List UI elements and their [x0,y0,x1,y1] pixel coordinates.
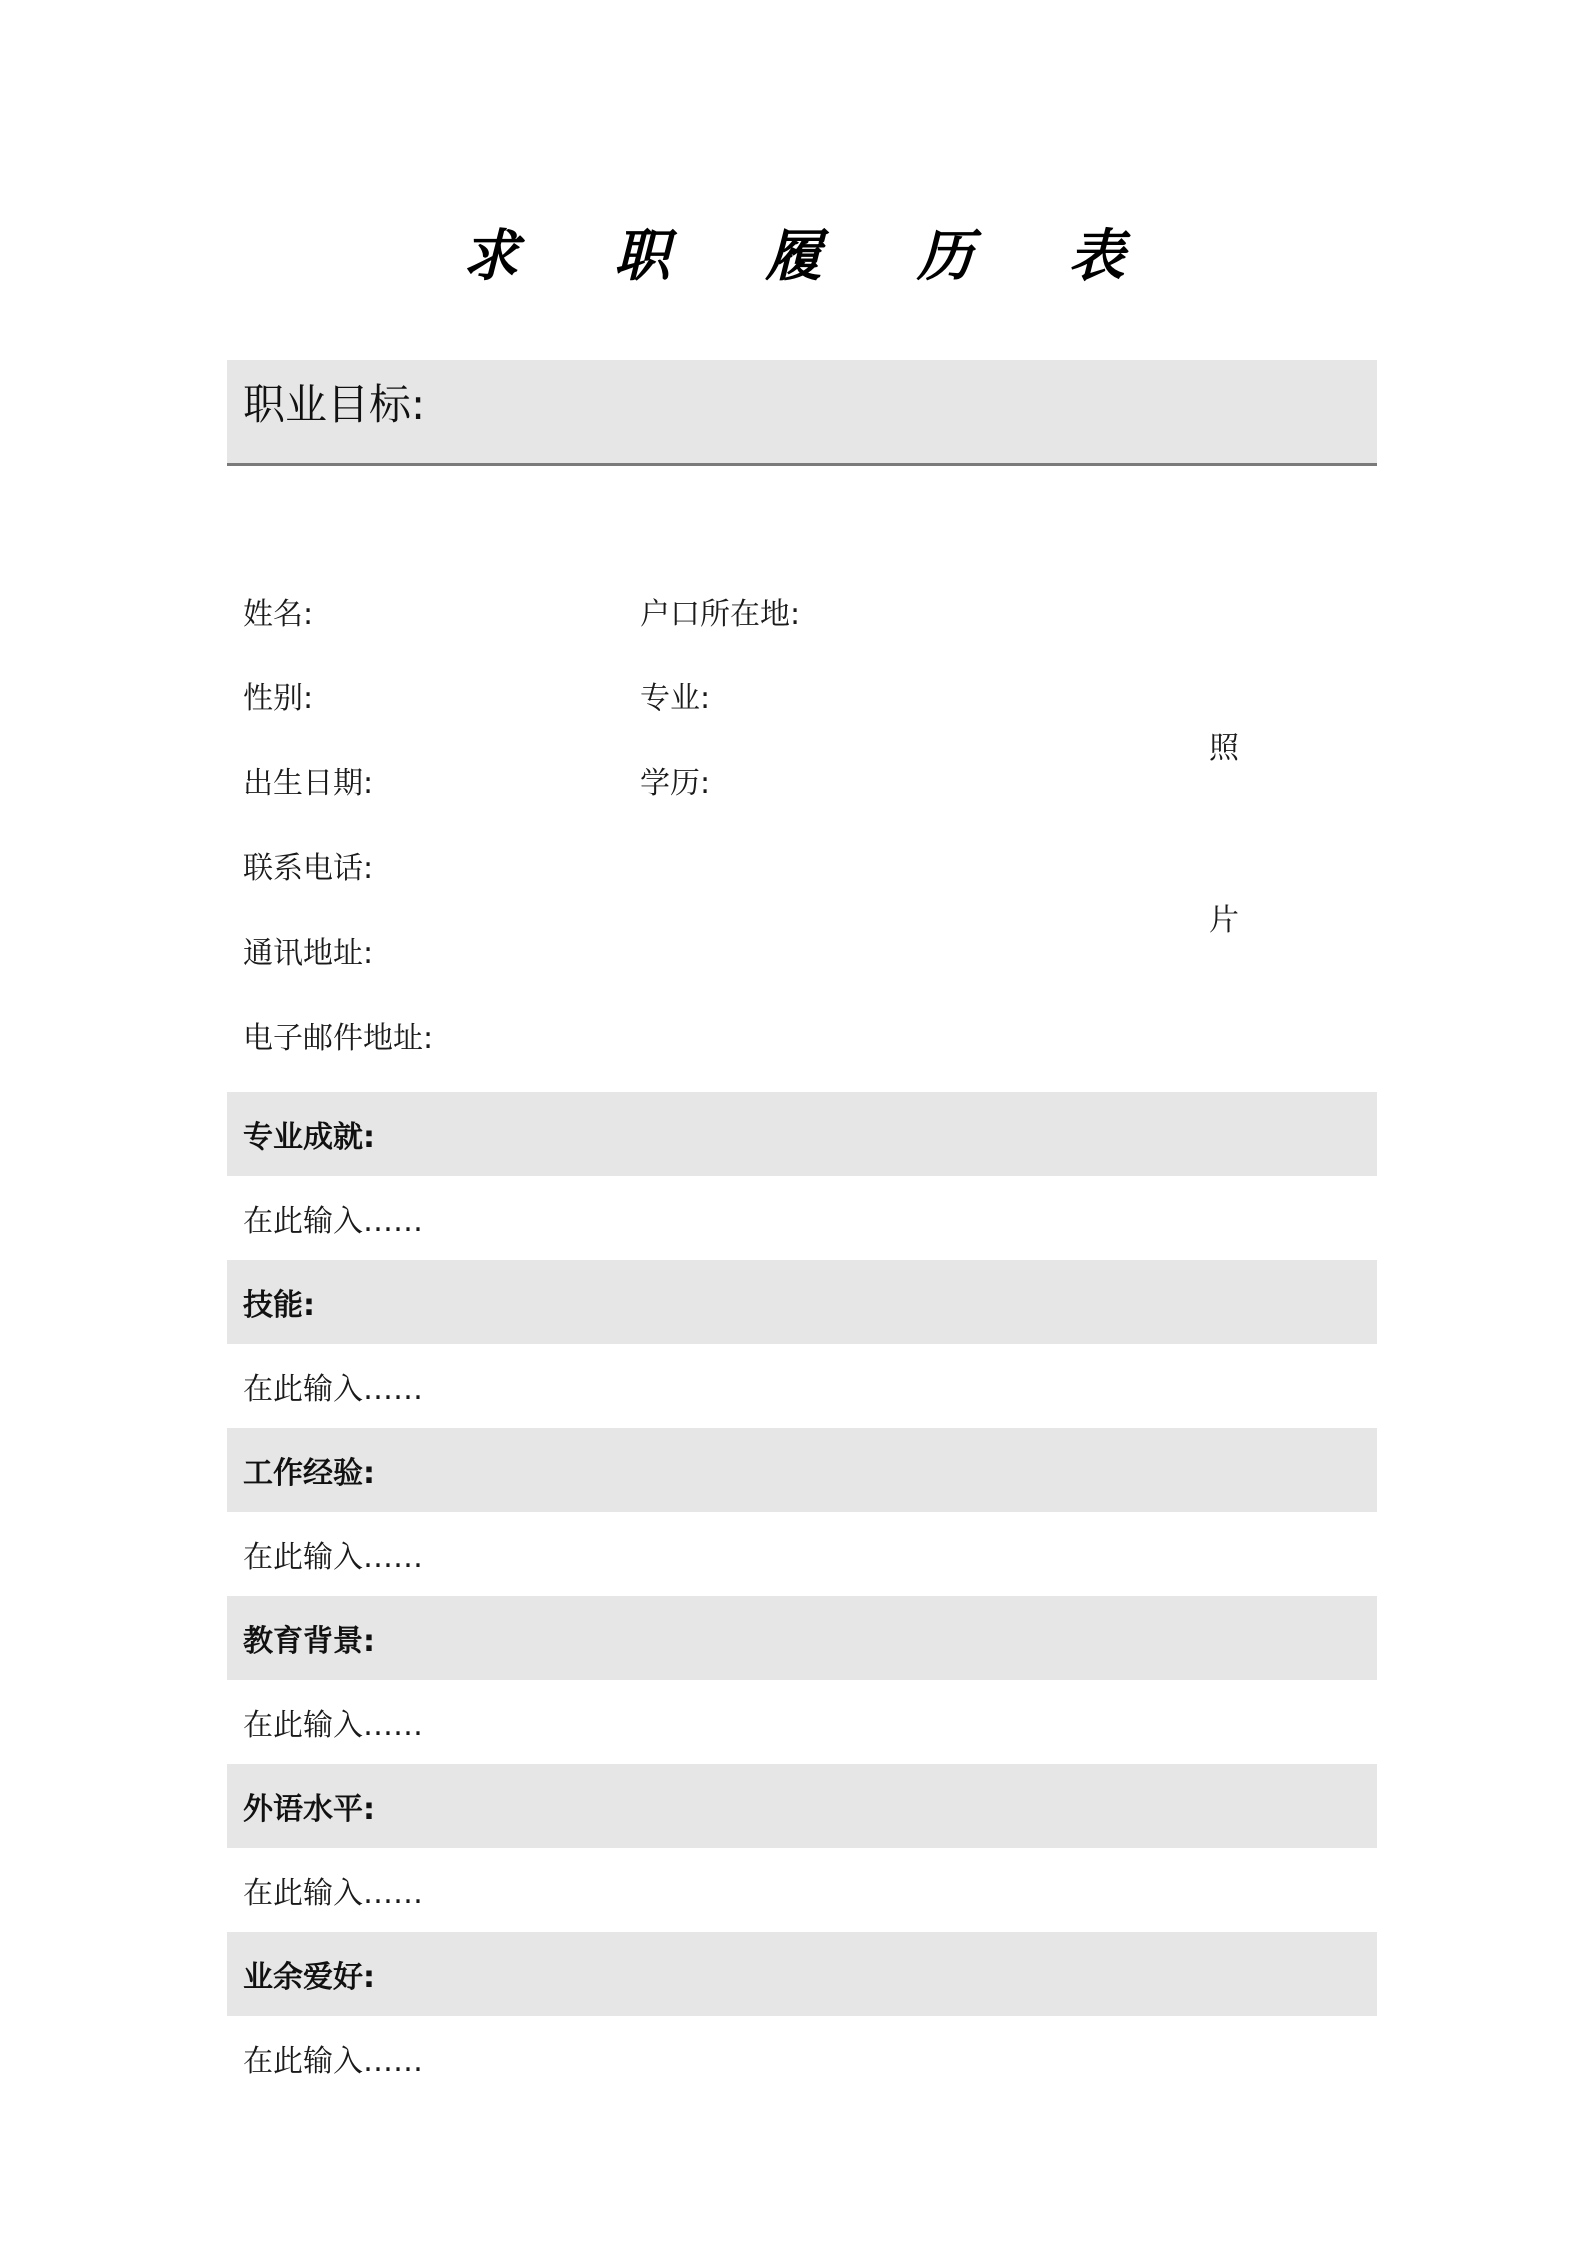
section-body-foreign-language[interactable]: 在此输入…… [243,1876,423,1911]
major-field[interactable]: 专业: [640,681,711,716]
section-heading-foreign-language: 外语水平: [227,1764,1377,1848]
resume-form [227,360,1377,2100]
section-body-education-background[interactable]: 在此输入…… [243,1708,423,1743]
name-field[interactable]: 姓名: [243,597,314,632]
section-body-achievements[interactable]: 在此输入…… [243,1204,423,1239]
phone-field[interactable]: 联系电话: [243,851,374,886]
gender-field[interactable]: 性别: [243,681,314,716]
section-heading-skills: 技能: [227,1260,1377,1344]
section-heading-work-experience: 工作经验: [227,1428,1377,1512]
section-heading-hobbies: 业余爱好: [227,1932,1377,2016]
photo-placeholder-char-1[interactable]: 照 [1209,731,1239,766]
section-heading-achievements: 专业成就: [227,1092,1377,1176]
birthdate-field[interactable]: 出生日期: [243,766,374,801]
address-field[interactable]: 通讯地址: [243,936,374,971]
section-heading-education-background: 教育背景: [227,1596,1377,1680]
objective-label[interactable]: 职业目标: [243,380,426,429]
section-body-skills[interactable]: 在此输入…… [243,1372,423,1407]
education-field[interactable]: 学历: [640,766,711,801]
email-field[interactable]: 电子邮件地址: [243,1021,434,1056]
hukou-field[interactable]: 户口所在地: [640,597,801,632]
document-title: 求 职 履 历 表 [462,223,1163,289]
section-body-work-experience[interactable]: 在此输入…… [243,1540,423,1575]
objective-header [227,360,1377,466]
personal-info-block [227,466,1377,1056]
section-body-hobbies[interactable]: 在此输入…… [243,2044,423,2079]
photo-placeholder-char-2[interactable]: 片 [1209,903,1239,938]
